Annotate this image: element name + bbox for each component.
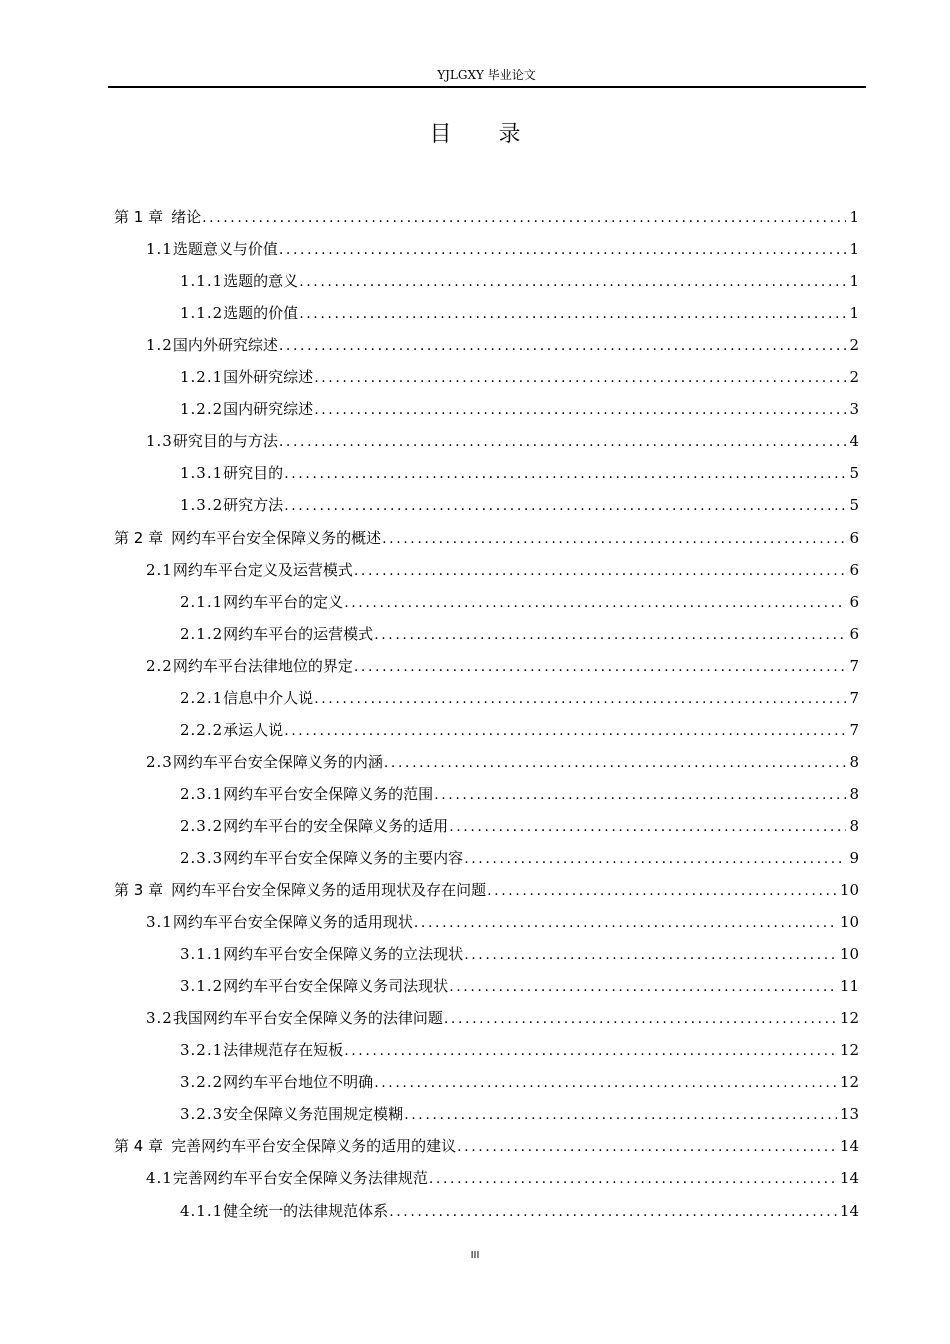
toc-entry-page: 1 [849,272,859,290]
dot-leader [389,1200,837,1224]
toc-entry-label: 网约车平台定义及运营模式 [172,561,353,579]
toc-entry-2-2-1[interactable] [180,686,859,710]
toc-entry-label: 网约车平台的运营模式 [223,625,374,643]
toc-entry-number: 第 3 章 [114,881,164,899]
toc-entry-number: 2.3.2 [180,817,224,835]
toc-entry-number: 2.1.2 [180,625,224,643]
toc-entry-page: 5 [849,464,859,482]
toc-entry-number: 4.1 [146,1169,173,1187]
toc-entry-4-1-1[interactable] [180,1199,859,1223]
toc-entry-page: 12 [839,1073,859,1091]
toc-entry-number: 1.2.2 [180,400,224,418]
dot-leader [314,398,846,422]
dot-leader [449,975,837,999]
toc-entry-number: 2.2.2 [180,721,224,739]
header-rule [108,86,866,88]
dot-leader [487,879,837,903]
toc-entry-page: 14 [839,1202,859,1220]
toc-entry-2-3-1[interactable] [180,782,859,806]
toc-entry-label: 研究目的与方法 [172,432,278,450]
dot-leader [354,655,847,679]
toc-entry-第3章[interactable] [114,878,859,902]
toc-entry-label: 网约车平台的定义 [223,593,344,611]
toc-entry-page: 4 [849,432,859,450]
toc-entry-page: 10 [839,945,859,963]
toc-entry-number: 1.3 [146,432,173,450]
toc-entry-page: 2 [849,336,859,354]
toc-entry-page: 1 [849,304,859,322]
toc-entry-page: 2 [849,368,859,386]
toc-entry-1-2[interactable] [146,333,859,357]
toc-entry-1-3[interactable] [146,429,859,453]
toc-entry-3-1[interactable] [146,910,859,934]
toc-entry-2-3-3[interactable] [180,846,859,870]
toc-entry-number: 3.1.2 [180,977,224,995]
toc-entry-page: 6 [849,625,859,643]
toc-entry-number: 2.1.1 [180,593,224,611]
toc-entry-number: 1.2 [146,336,173,354]
toc-entry-number: 1.3.2 [180,496,224,514]
toc-entry-number: 3.2.1 [180,1041,224,1059]
toc-entry-number: 2.2.1 [180,689,224,707]
dot-leader [464,943,837,967]
toc-entry-2-3[interactable] [146,750,859,774]
toc-entry-label: 法律规范存在短板 [223,1041,344,1059]
dot-leader [457,1135,837,1159]
toc-entry-1-2-1[interactable] [180,365,859,389]
toc-entry-label: 承运人说 [223,721,284,739]
toc-entry-number: 1.1 [146,240,173,258]
toc-entry-page: 13 [839,1105,859,1123]
toc-entry-page: 6 [849,529,859,547]
toc-entry-number: 3.2.2 [180,1073,224,1091]
dot-leader [314,687,846,711]
toc-entry-label: 选题的价值 [223,304,299,322]
dot-leader [449,815,846,839]
toc-entry-number: 第 2 章 [114,529,164,547]
dot-leader [299,302,846,326]
toc-entry-3-2-3[interactable] [180,1102,859,1126]
toc-entry-2-2-2[interactable] [180,718,859,742]
toc-entry-label: 研究方法 [223,496,284,514]
toc-entry-label: 国内外研究综述 [172,336,278,354]
toc-entry-page: 6 [849,561,859,579]
toc-entry-2-1[interactable] [146,558,859,582]
toc-entry-label: 网约车平台地位不明确 [223,1073,374,1091]
toc-entry-number: 2.3.3 [180,849,224,867]
toc-entry-page: 14 [839,1169,859,1187]
toc-entry-label: 信息中介人说 [223,689,314,707]
dot-leader [279,238,847,262]
toc-entry-number: 1.1.1 [180,272,224,290]
toc-entry-page: 7 [849,689,859,707]
running-header: YJLGXY 毕业论文 [437,68,536,82]
toc-entry-page: 3 [849,400,859,418]
toc-entry-number: 3.1.1 [180,945,224,963]
toc-title: 目 录 [429,122,541,147]
dot-leader [299,270,846,294]
toc-entry-1-3-1[interactable] [180,461,859,485]
toc-entry-number: 4.1.1 [180,1202,224,1220]
dot-leader [464,847,846,871]
toc-entry-1-1[interactable] [146,237,859,261]
toc-entry-page: 10 [839,913,859,931]
toc-entry-label: 网约车平台安全保障义务的范围 [223,785,434,803]
dot-leader [284,462,846,486]
toc-entry-label: 安全保障义务范围规定模糊 [223,1105,404,1123]
toc-entry-page: 9 [849,849,859,867]
dot-leader [279,334,847,358]
toc-entry-第2章[interactable] [114,526,859,550]
toc-entry-label: 网约车平台的安全保障义务的适用 [223,817,449,835]
toc-entry-number: 第 1 章 [114,208,164,226]
toc-entry-label: 研究目的 [223,464,284,482]
toc-entry-page: 1 [849,240,859,258]
toc-entry-number: 第 4 章 [114,1137,164,1155]
toc-entry-label: 网约车平台安全保障义务的内涵 [172,753,383,771]
toc-entry-3-1-1[interactable] [180,942,859,966]
toc-entry-3-2-1[interactable] [180,1038,859,1062]
toc-entry-page: 12 [839,1041,859,1059]
dot-leader [284,719,846,743]
dot-leader [382,527,846,551]
toc-entry-number: 2.3.1 [180,785,224,803]
toc-entry-page: 6 [849,593,859,611]
dot-leader [414,911,837,935]
dot-leader [444,1007,837,1031]
dot-leader [284,494,846,518]
toc-entry-number: 1.2.1 [180,368,224,386]
toc-entry-1-1-1[interactable] [180,269,859,293]
toc-entry-4-1[interactable] [146,1166,859,1190]
toc-entry-label: 网约车平台法律地位的界定 [172,657,353,675]
toc-entry-label: 网约车平台安全保障义务司法现状 [223,977,449,995]
toc-entry-page: 1 [849,208,859,226]
toc-entry-number: 2.3 [146,753,173,771]
toc-entry-1-2-2[interactable] [180,397,859,421]
toc-entry-number: 3.2.3 [180,1105,224,1123]
toc-entry-2-1-2[interactable] [180,622,859,646]
toc-entry-3-2[interactable] [146,1006,859,1030]
dot-leader [434,783,846,807]
toc-entry-3-2-2[interactable] [180,1070,859,1094]
toc-entry-page: 8 [849,817,859,835]
toc-entry-1-3-2[interactable] [180,493,859,517]
dot-leader [374,1071,837,1095]
page-number: III [470,1250,480,1261]
toc-entry-page: 8 [849,753,859,771]
toc-entry-page: 7 [849,721,859,739]
toc-entry-label: 绪论 [171,208,202,226]
dot-leader [314,366,846,390]
dot-leader [384,751,847,775]
toc-entry-label: 健全统一的法律规范体系 [223,1202,389,1220]
toc-entry-page: 10 [839,881,859,899]
toc-entry-label: 网约车平台安全保障义务的适用现状及存在问题 [171,881,487,899]
toc-entry-page: 14 [839,1137,859,1155]
dot-leader [354,559,847,583]
toc-entry-2-1-1[interactable] [180,590,859,614]
dot-leader [279,430,847,454]
toc-entry-label: 网约车平台安全保障义务的主要内容 [223,849,464,867]
toc-entry-number: 1.1.2 [180,304,224,322]
toc-entry-label: 网约车平台安全保障义务的立法现状 [223,945,464,963]
toc-entry-number: 3.1 [146,913,173,931]
toc-entry-number: 1.3.1 [180,464,224,482]
toc-entry-page: 12 [839,1009,859,1027]
toc-entry-label: 网约车平台安全保障义务的概述 [171,529,382,547]
toc-entry-label: 完善网约车平台安全保障义务的适用的建议 [171,1137,457,1155]
toc-entry-1-1-2[interactable] [180,301,859,325]
toc-entry-2-3-2[interactable] [180,814,859,838]
toc-entry-page: 11 [839,977,859,995]
dot-leader [374,623,846,647]
toc-entry-page: 8 [849,785,859,803]
toc-entry-number: 2.1 [146,561,173,579]
dot-leader [202,206,846,230]
toc-entry-number: 3.2 [146,1009,173,1027]
toc-entry-第1章[interactable] [114,205,859,229]
dot-leader [404,1103,837,1127]
toc-entry-label: 我国网约车平台安全保障义务的法律问题 [172,1009,443,1027]
dot-leader [344,591,846,615]
toc-entry-label: 选题的意义 [223,272,299,290]
toc-entry-page: 5 [849,496,859,514]
toc-entry-2-2[interactable] [146,654,859,678]
toc-entry-label: 国外研究综述 [223,368,314,386]
toc-entry-3-1-2[interactable] [180,974,859,998]
toc-entry-label: 网约车平台安全保障义务的适用现状 [172,913,413,931]
toc-entry-label: 选题意义与价值 [172,240,278,258]
toc-entry-label: 完善网约车平台安全保障义务法律规范 [172,1169,428,1187]
toc-entry-label: 国内研究综述 [223,400,314,418]
toc-entry-number: 2.2 [146,657,173,675]
dot-leader [429,1167,837,1191]
toc-entry-第4章[interactable] [114,1134,859,1158]
dot-leader [344,1039,837,1063]
toc-entry-page: 7 [849,657,859,675]
